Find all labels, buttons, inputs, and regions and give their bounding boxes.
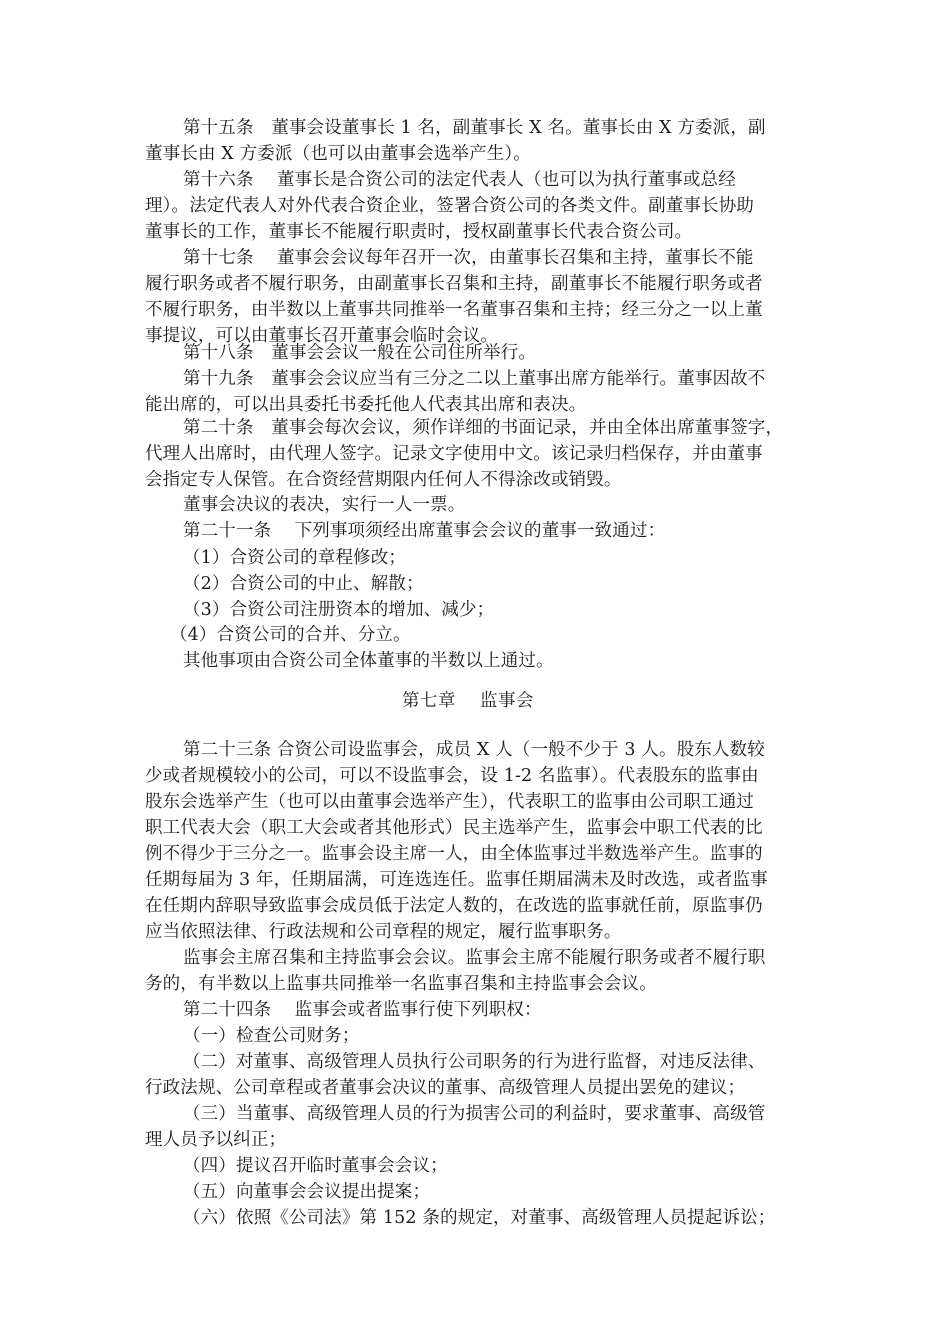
text-line: 第十九条 董事会会议应当有三分之二以上董事出席方能举行。董事因故不 [183,369,766,389]
text-line: 董事长的工作，董事长不能履行职责时，授权副董事长代表合资公司。 [145,222,693,242]
text-line: （二）对董事、高级管理人员执行公司职务的行为进行监督，对违反法律、 [183,1052,766,1072]
text-line: 会指定专人保管。在合资经营期限内任何人不得涂改或销毁。 [145,470,622,490]
text-line: 董事会决议的表决，实行一人一票。 [183,495,466,515]
text-line: 第十六条 董事长是合资公司的法定代表人（也可以为执行董事或总经 [183,170,736,190]
text-line: 行政法规、公司章程或者董事会决议的董事、高级管理人员提出罢免的建议； [145,1078,746,1098]
text-line: 少或者规模较小的公司，可以不设监事会，设 1-2 名监事）。代表股东的监事由 [145,766,759,786]
text-line: 务的，有半数以上监事共同推举一名监事召集和主持监事会会议。 [145,974,657,994]
text-line: 第十七条 董事会会议每年召开一次，由董事长召集和主持，董事长不能 [183,248,754,268]
text-line: 第十八条 董事会会议一般在公司住所举行。 [183,343,536,363]
text-line: （五）向董事会会议提出提案； [183,1182,431,1202]
text-line: 董事长由 X 方委派（也可以由董事会选举产生）。 [145,144,531,164]
text-line: （四）提议召开临时董事会会议； [183,1156,448,1176]
text-line: 第二十三条 合资公司设监事会，成员 X 人（一般不少于 3 人。股东人数较 [183,740,765,760]
text-line: 在任期内辞职导致监事会成员低于法定人数的，在改选的监事就任前，原监事仍 [145,896,763,916]
text-line: 理人员予以纠正； [145,1130,287,1150]
text-line: （4）合资公司的合并、分立。 [170,625,411,645]
text-line: 职工代表大会（职工大会或者其他形式）民主选举产生，监事会中职工代表的比 [145,818,763,838]
text-line: 任期每届为 3 年，任期届满，可连选连任。监事任期届满未及时改选，或者监事 [145,870,768,890]
text-line: （一）检查公司财务； [183,1026,360,1046]
text-line: 股东会选举产生（也可以由董事会选举产生），代表职工的监事由公司职工通过 [145,792,754,812]
text-line: 监事会主席召集和主持监事会会议。监事会主席不能履行职务或者不履行职 [183,948,766,968]
text-line: （1）合资公司的章程修改； [183,548,407,568]
text-line: 履行职务或者不履行职务，由副董事长召集和主持，副董事长不能履行职务或者 [145,274,763,294]
text-line: （六）依照《公司法》第 152 条的规定，对董事、高级管理人员提起诉讼； [183,1208,776,1228]
text-line: 第二十四条 监事会或者监事行使下列职权： [183,1000,542,1020]
text-line: 应当依照法律、行政法规和公司章程的规定，履行监事职务。 [145,922,622,942]
text-line: 第二十一条 下列事项须经出席董事会会议的董事一致通过： [183,521,666,541]
text-line: （2）合资公司的中止、解散； [183,574,424,594]
text-line: （三）当董事、高级管理人员的行为损害公司的利益时，要求董事、高级管 [183,1104,766,1124]
text-line: 例不得少于三分之一。监事会设主席一人，由全体监事过半数选举产生。监事的 [145,844,763,864]
text-line: 其他事项由合资公司全体董事的半数以上通过。 [183,651,554,671]
text-line: 第十五条 董事会设董事长 1 名，副董事长 X 名。董事长由 X 方委派，副 [183,118,766,138]
text-line: 能出席的，可以出具委托书委托他人代表其出席和表决。 [145,395,587,415]
text-line: 事提议，可以由董事长召开董事会临时会议。 [145,326,498,346]
text-line: 不履行职务，由半数以上董事共同推举一名董事召集和主持；经三分之一以上董 [145,300,763,320]
text-line: 第二十条 董事会每次会议，须作详细的书面记录，并由全体出席董事签字， [183,418,784,438]
text-line: （3）合资公司注册资本的增加、减少； [183,600,495,620]
chapter-heading: 第七章 监事会 [402,691,535,711]
text-line: 代理人出席时，由代理人签字。记录文字使用中文。该记录归档保存，并由董事 [145,444,763,464]
text-line: 理）。法定代表人对外代表合资企业，签署合资公司的各类文件。副董事长协助 [145,196,754,216]
